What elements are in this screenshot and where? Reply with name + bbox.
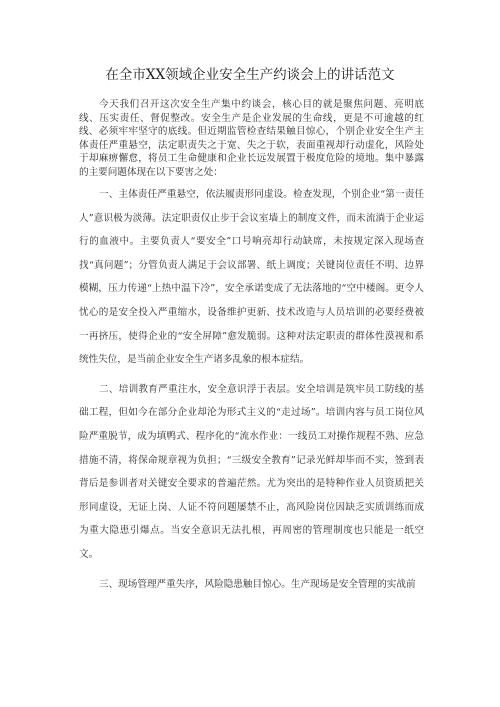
section-paragraph-2: 二、培训教育严重注水，安全意识浮于表层。安全培训是筑牢员工防线的基础工程，但如今在部分企业却沦为形式主义的“走过场”。培训内容与员工岗位风险严重脱节，成为填鸭式、程序化的“流水作业：一线员工对操作规程不熟、应急措施不清，将保命规章视为负担；“三级安全教育”记录光鲜却毕而不实，签到表背后是参训者对关键安全要求的普遍茫然。尤为突出的是特种作业人员资质把关形同虚设，无证上岗、人证不符问题屡禁不止，高风险岗位因缺乏实质训练而成为重大隐患引爆点。当安全意识无法扎根，再周密的管理制度也只能是一纸空文。 bbox=[79, 383, 424, 560]
document-body bbox=[79, 183, 424, 602]
document-title: 在全市XX领域企业安全生产约谈会上的讲话范文 bbox=[105, 67, 395, 83]
intro-paragraph: 今天我们召开这次安全生产集中约谈会，核心目的就是聚焦问题、亮明底线、压实责任、督促整改。安全生产是企业发展的生命线，更是不可逾越的红线、必须牢牢坚守的底线。但近期监管检查结果触目惊心，个别企业安全生产主体责任严重悬空，法定职责失之于宽、失之于软，表面重视却行动虚化，风险处于却麻痹懈怠，将员工生命健康和企业长远发展置于极度危险的境地。集中暴露的主要问题体现在以下要害之处： bbox=[79, 99, 424, 178]
section-paragraph-1: 一、主体责任严重悬空，依法履责形同虚设。检查发现，个别企业“第一责任人”意识极为淡薄。法定职责仅止步于会议室墙上的制度文件，而未流淌于企业运行的血液中。主要负责人“要安全”口号响亮却行动缺席，未按规定深入现场查找“真问题”；分管负责人满足于会议部署、纸上调度；关键岗位责任不明、边界模糊，压力传递“上热中温下冷”，安全承诺变成了无法落地的“空中楼阁。更令人忧心的是安全投入严重缩水，设备维护更新、技术改造与人员培训的必要经费被一再挤压，使得企业的“安全屏障”愈发脆弱。这种对法定职责的群体性漠视和系统性失位，是当前企业安全生产诸多乱象的根本症结。 bbox=[79, 189, 424, 366]
section-paragraph-3: 三、现场管理严重失序，风险隐患触目惊心。生产现场是安全管理的实战前 bbox=[99, 578, 416, 590]
